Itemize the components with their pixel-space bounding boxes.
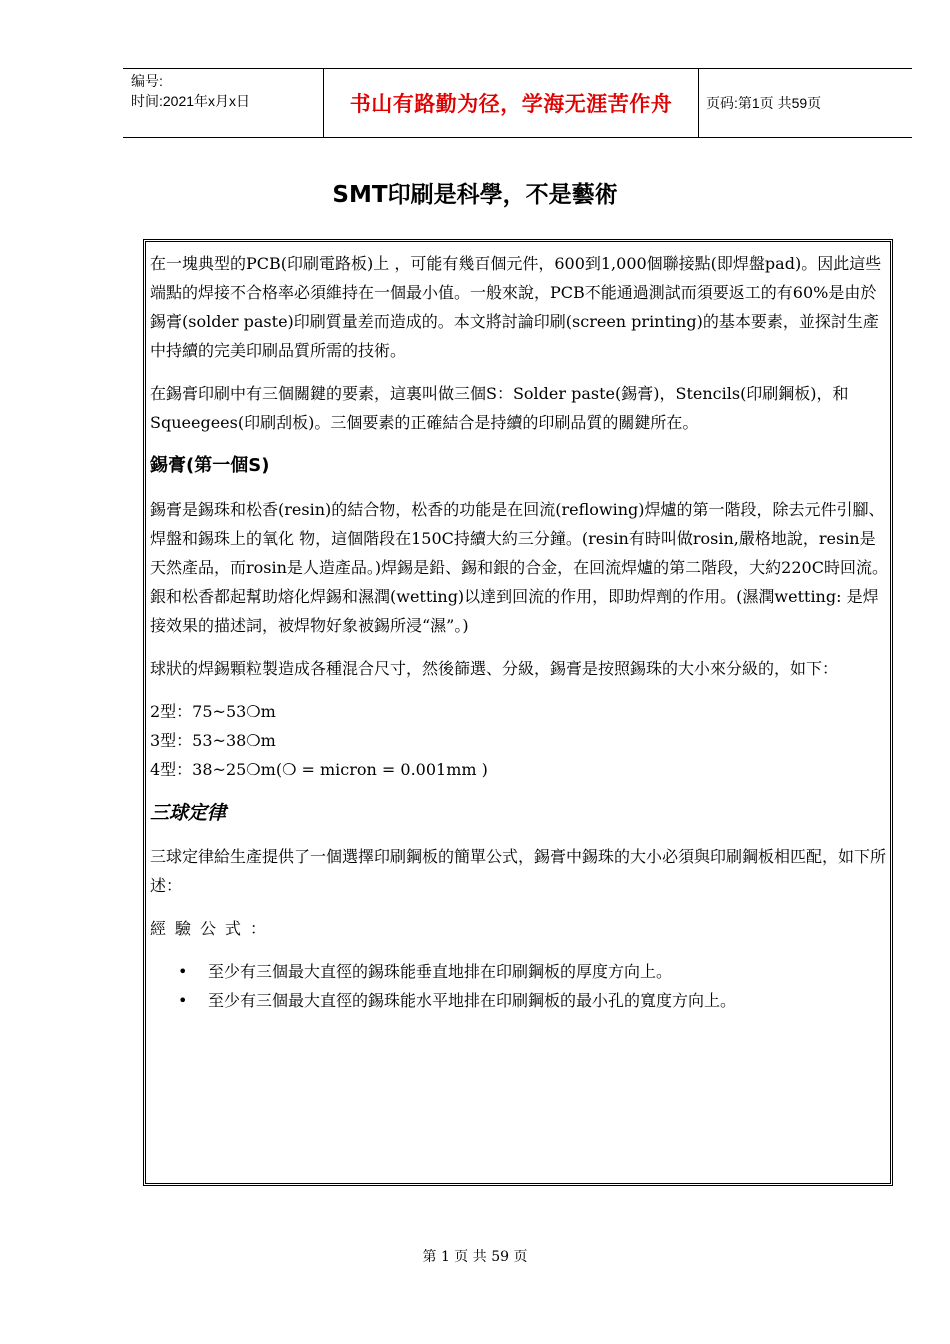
bullet-icon: • — [178, 962, 188, 981]
intro-paragraph: 在一塊典型的PCB(印刷電路板)上 ，可能有幾百個元件，600到1,000個聯接點(即焊盤pad)。因此這些端點的焊接不合格率必須維持在一個最小值。一般來說，PCB不能通過測試而須要返工的有60%是由於錫膏(solder paste)印刷質量差而造成的。本文將討論印刷(screen printing)的基本要素，並探討生產中持續的完美印刷品質所需的技術。 — [150, 254, 882, 360]
content-body — [150, 249, 888, 1015]
grade-type-3: 3型：53~38❍m — [150, 731, 276, 750]
grade-type-4: 4型：38~25❍m(❍ = micron = 0.001mm ) — [150, 760, 488, 779]
header-page-info: 页码:第1页 共59页 — [706, 95, 822, 111]
rules-list — [150, 957, 888, 1015]
bullet-icon: • — [178, 991, 188, 1010]
header-table — [123, 68, 912, 138]
solder-paste-paragraph: 錫膏是錫珠和松香(resin)的結合物，松香的功能是在回流(reflowing)焊爐的第一階段，除去元件引腳、焊盤和錫珠上的氧化 物，這個階段在150C持續大約三分鐘。(resin有時叫做rosin,嚴格地說，resin是天然產品，而rosin是人造產品。)焊錫是鉛、錫和銀的合金，在回流焊爐的第二階段，大約220C時回流。銀和松香都起幫助熔化焊錫和濕潤(wetting)以達到回流的作用，即助焊劑的作用。(濕潤wetting: 是焊接效果的描述詞，被焊物好象被錫所浸“濕”。) — [150, 500, 888, 635]
three-ball-law-paragraph: 三球定律給生產提供了一個選擇印刷鋼板的簡單公式，錫膏中錫珠的大小必須與印刷鋼板相匹配，如下所述： — [150, 847, 887, 895]
three-s-paragraph: 在錫膏印刷中有三個關鍵的要素，這裏叫做三個S：Solder paste(錫膏)，Stencils(印刷鋼板)，和Squeegees(印刷刮板)。三個要素的正確結合是持續的印刷品質的關鍵所在。 — [150, 384, 849, 432]
header-motto-cell — [323, 69, 699, 137]
motto-text: 书山有路勤为径，学海无涯苦作舟 — [349, 92, 673, 116]
header-meta-cell — [123, 69, 323, 137]
grade-paragraph: 球狀的焊錫顆粒製造成各種混合尺寸，然後篩選、分級，錫膏是按照錫珠的大小來分級的，如下： — [150, 659, 839, 678]
header-page-cell — [698, 69, 912, 137]
content-box — [143, 239, 893, 1186]
formula-label: 經驗公式： — [150, 919, 276, 938]
document-date: 时间:2021年x月x日 — [131, 93, 251, 109]
list-item — [150, 957, 888, 986]
section-heading-three-ball-law: 三球定律 — [150, 802, 227, 824]
grade-type-2: 2型：75~53❍m — [150, 702, 276, 721]
rule-text: 至少有三個最大直徑的錫珠能垂直地排在印刷鋼板的厚度方向上。 — [208, 962, 673, 981]
page-title: SMT印刷是科學，不是藝術 — [332, 182, 618, 208]
rule-text: 至少有三個最大直徑的錫珠能水平地排在印刷鋼板的最小孔的寬度方向上。 — [208, 991, 737, 1010]
section-heading-solder-paste: 錫膏(第一個S) — [150, 455, 270, 476]
document-id-label: 编号: — [131, 73, 163, 89]
list-item — [150, 986, 888, 1015]
page-footer: 第 1 页 共 59 页 — [422, 1249, 528, 1265]
